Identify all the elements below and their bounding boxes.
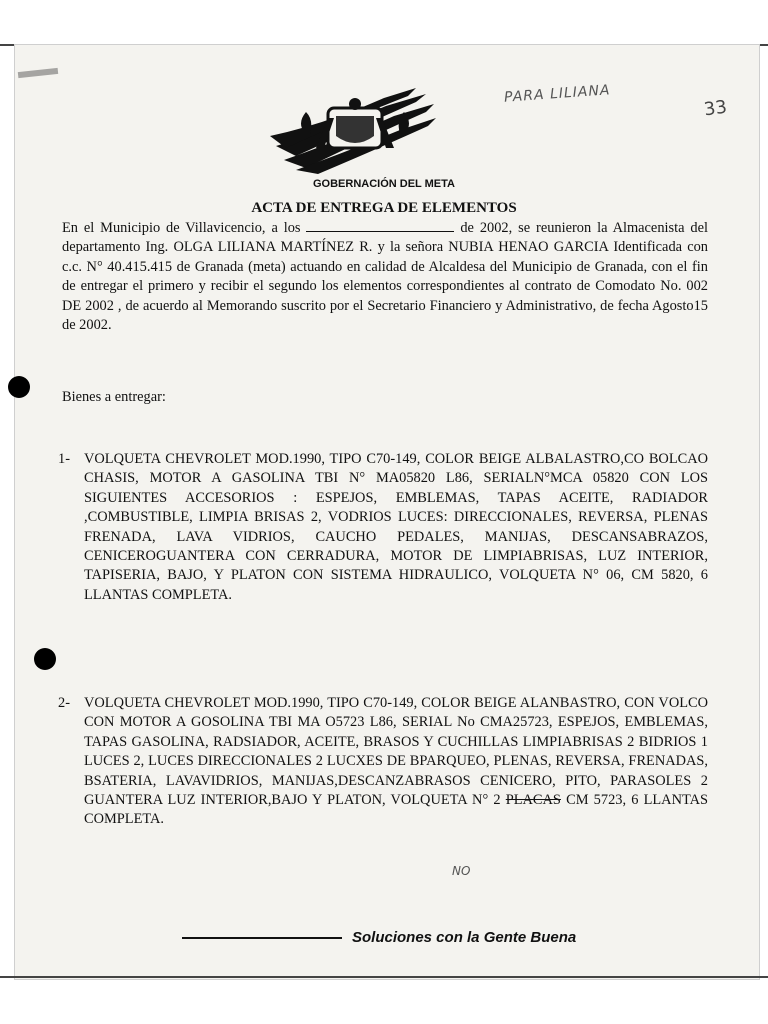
- handwritten-annotation: NO: [452, 864, 471, 878]
- handwritten-page-number: 33: [702, 96, 729, 121]
- list-item: [58, 450, 708, 605]
- struck-word: PLACAS: [505, 792, 561, 809]
- date-blank-line: [306, 219, 454, 232]
- goods-label: Bienes a entregar:: [62, 389, 166, 405]
- intro-text-start: En el Municipio de Villavicencio, a los: [62, 220, 307, 236]
- intro-text-rest: de 2002, se reunieron la Almacenista del departamento Ing. OLGA LILIANA MARTÍNEZ R. y la señora NUBIA HENAO GARCIA Identificada con c.c. N° 40.415.415 de Granada (meta) actuando en calidad de Alcaldesa del Municipio de Granada, con el fin de entregar el primero y recibir el segundo los elementos correspondientes al contrato de Comodato No. 002 DE 2002 , de acuerdo al Memorando suscrito por el Secretario Financiero y Administrativo, de fecha Agosto15 de 2002.: [62, 220, 708, 334]
- intro-paragraph: [62, 219, 708, 335]
- item-text-after: CM 5723, 6 LLANTAS COMPLETA.: [84, 792, 709, 828]
- punch-hole: [8, 376, 30, 398]
- item-text: [84, 694, 708, 830]
- item-number: 1-: [58, 451, 70, 467]
- item-text: VOLQUETA CHEVROLET MOD.1990, TIPO C70-149, COLOR BEIGE ALBALASTRO,CO BOLCAO CHASIS, MOTOR A GASOLINA TBI N° MA05820 L86, SERIALN°MCA 05820 CON LOS SIGUIENTES ACCESORIOS : ESPEJOS, EMBLEMAS, TAPAS ACEITE, RADIADOR ,COMBUSTIBLE, LIMPIA BRISAS 2, VODRIOS LUCES: DIRECCIONALES, REVERSA, PLENAS FRENADA, LAVA VIDRIOS, CAUCHO PEDALES, MANIJAS, DESCANSABRAZOS, CENICEROGUANTERA CON CERRADURA, MOTOR DE LIMPIABRISAS, LUZ INTERIOR, TAPISERIA, BAJO, Y PLATON CON SISTEMA HIDRAULICO, VOLQUETA N° 06, CM 5820, 6 LLANTAS COMPLETA.: [84, 451, 708, 603]
- footer-rule: [182, 937, 342, 939]
- coat-of-arms-icon: [266, 86, 442, 174]
- list-item: [58, 694, 709, 830]
- handwritten-note: PARA LILIANA: [503, 82, 611, 106]
- punch-hole: [34, 648, 56, 670]
- institution-name: GOBERNACIÓN DEL META: [313, 178, 455, 190]
- footer-slogan: Soluciones con la Gente Buena: [352, 929, 577, 946]
- document-title: ACTA DE ENTREGA DE ELEMENTOS: [251, 200, 517, 216]
- item-text-before: VOLQUETA CHEVROLET MOD.1990, TIPO C70-149, COLOR BEIGE ALANBASTRO, CON VOLCO CON MOTOR A GOSOLINA TBI MA O5723 L86, SERIAL No CMA25723, ESPEJOS, EMBLEMAS, TAPAS GASOLINA, RADSIADOR, ACEITE, BRASOS Y CUCHILLAS LIMPIABRISAS 2 BIDRIOS 1 LUCES 2, LUCES DIRECCIONALES 2 LUCXES DE BPARQUEO, PLENAS, REVERSA, FRENADAS, BSATERIA, LAVAVIDRIOS, MANIJAS,DESCANZABRASOS CENICERO, PITO, PARASOLES 2 GUANTERA LUZ INTERIOR,BAJO Y PLATON, VOLQUETA N° 2: [84, 695, 708, 809]
- item-number: 2-: [58, 695, 70, 711]
- scan-bottom-edge: [0, 976, 768, 978]
